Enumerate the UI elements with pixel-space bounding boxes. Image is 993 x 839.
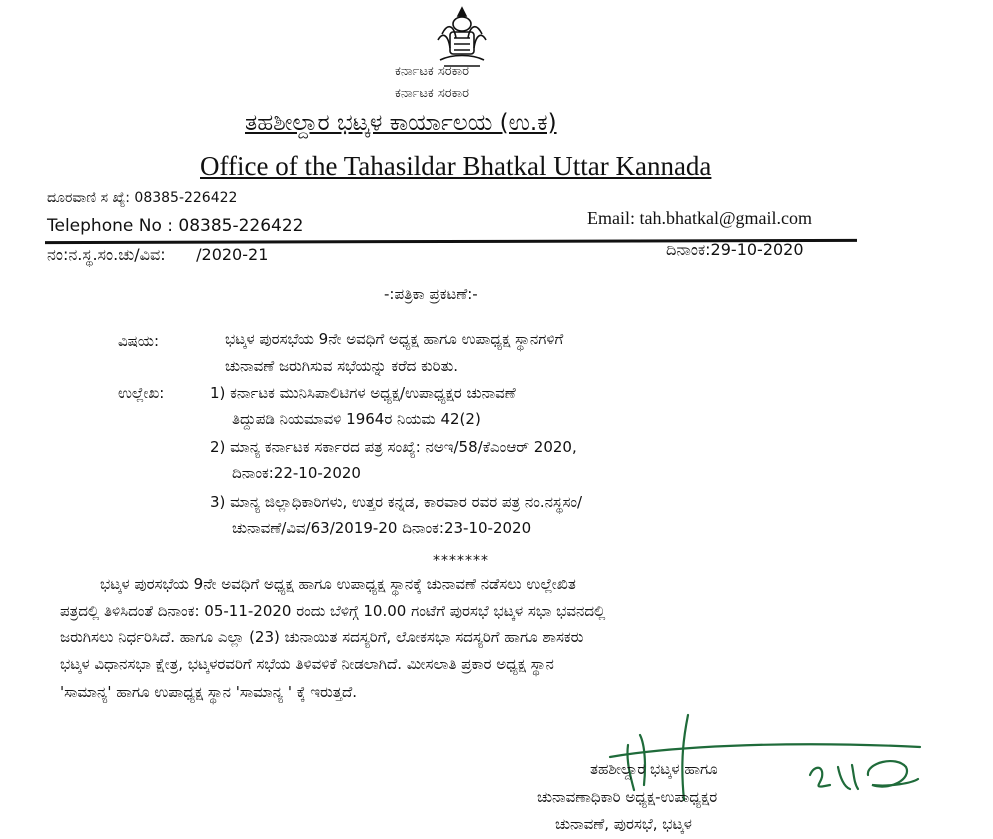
reference-item: ತಿದ್ದುಪಡಿ ನಿಯಮಾವಳಿ 1964ರ ನಿಯಮ 42(2)	[232, 410, 481, 428]
references-label: ಉಲ್ಲೇಖ:	[118, 384, 165, 402]
reference-item: ಚುನಾವಣೆ/ವಿವ/63/2019-20 ದಿನಾಂಕ:23-10-2020	[232, 519, 532, 537]
reference-item: 2) ಮಾನ್ಯ ಕರ್ನಾಟಕ ಸರ್ಕಾರದ ಪತ್ರ ಸಂಖ್ಯೆ: ನಅಇ/58/ಕೆಎಂಆರ್ 2020,	[210, 438, 577, 456]
section-separator: *******	[433, 553, 489, 569]
signatory-line-2: ಚುನಾವಣಾಧಿಕಾರಿ ಅಧ್ಯಕ್ಷ-ಉಪಾಧ್ಯಕ್ಷರ	[537, 788, 718, 806]
office-title-kannada: ತಹಶೀಲ್ದಾರ ಭಟ್ಕಳ ಕಾರ್ಯಾಲಯ (ಉ.ಕ)	[245, 110, 557, 136]
subject-label: ವಿಷಯ:	[118, 332, 159, 350]
phone-kannada: ದೂರವಾಣಿ ಸ ಖ್ಯೆ: 08385-226422	[47, 190, 238, 206]
body-paragraph-line: ಭಟ್ಕಳ ವಿಧಾನಸಭಾ ಕ್ಷೇತ್ರ, ಭಟ್ಕಳರವರಿಗೆ ಸಭೆಯ ತಿಳಿವಳಿಕೆ ನೀಡಲಾಗಿದೆ. ಮೀಸಲಾತಿ ಪ್ರಕಾರ ಅಧ್ಯಕ್ಷ ಸ್ಥಾನ	[60, 655, 554, 673]
subject-line-2: ಚುನಾವಣೆ ಜರುಗಿಸುವ ಸಭೆಯನ್ನು ಕರೆದ ಕುರಿತು.	[225, 357, 459, 375]
reference-number: ನಂ:ನ.ಸ್ಥ.ಸಂ.ಚು/ವಿವ: /2020-21	[47, 245, 269, 264]
subject-line-1: ಭಟ್ಕಳ ಪುರಸಭೆಯ 9ನೇ ಅವಧಿಗೆ ಅಧ್ಯಕ್ಷ ಹಾಗೂ ಉಪಾಧ್ಯಕ್ಷ ಸ್ಥಾನಗಳಿಗೆ	[225, 330, 564, 348]
body-paragraph-line: 'ಸಾಮಾನ್ಯ' ಹಾಗೂ ಉಪಾಧ್ಯಕ್ಷ ಸ್ಥಾನ 'ಸಾಮಾನ್ಯ ' ಕ್ಕೆ ಇರುತ್ತದೆ.	[60, 683, 358, 701]
press-note-title: -:ಪತ್ರಿಕಾ ಪ್ರಕಟಣೆ:-	[384, 285, 478, 303]
body-paragraph-line: ಜರುಗಿಸಲು ನಿರ್ಧರಿಸಿದೆ. ಹಾಗೂ ಎಲ್ಲಾ (23) ಚುನಾಯಿತ ಸದಸ್ಯರಿಗೆ, ಲೋಕಸಭಾ ಸದಸ್ಯರಿಗೆ ಹಾಗೂ ಶಾಸಕರು	[60, 628, 584, 646]
signatory-line-1: ತಹಶೀಲ್ದಾರ ಭಟ್ಕಳ ಹಾಗೂ	[590, 760, 718, 778]
email-address: Email: tah.bhatkal@gmail.com	[587, 208, 813, 228]
reference-item: ದಿನಾಂಕ:22-10-2020	[232, 464, 361, 482]
letter-date: ದಿನಾಂಕ:29-10-2020	[666, 240, 804, 259]
reference-item: 3) ಮಾನ್ಯ ಜಿಲ್ಲಾಧಿಕಾರಿಗಳು, ಉತ್ತರ ಕನ್ನಡ, ಕಾರವಾರ ರವರ ಪತ್ರ ನಂ.ನಸ್ಥಸಂ/	[210, 493, 583, 511]
karnataka-emblem-icon	[428, 4, 496, 68]
reference-item: 1) ಕರ್ನಾಟಕ ಮುನಿಸಿಪಾಲಿಟಿಗಳ ಅಧ್ಯಕ್ಷ/ಉಪಾಧ್ಯಕ್ಷರ ಚುನಾವಣೆ	[210, 384, 516, 402]
government-line-2: ಕರ್ನಾಟಕ ಸರಕಾರ	[395, 86, 469, 101]
body-paragraph-line: ಭಟ್ಕಳ ಪುರಸಭೆಯ 9ನೇ ಅವಧಿಗೆ ಅಧ್ಯಕ್ಷ ಹಾಗೂ ಉಪಾಧ್ಯಕ್ಷ ಸ್ಥಾನಕ್ಕೆ ಚುನಾವಣೆ ನಡೆಸಲು ಉಲ್ಲೇಖಿತ	[100, 575, 576, 593]
body-paragraph-line: ಪತ್ರದಲ್ಲಿ ತಿಳಿಸಿದಂತೆ ದಿನಾಂಕ: 05-11-2020 ರಂದು ಬೆಳಿಗ್ಗೆ 10.00 ಗಂಟೆಗೆ ಪುರಸಭೆ ಭಟ್ಕಳ ಸಭಾ ಭವನದಲ್ಲಿ	[60, 602, 606, 620]
signatory-line-3: ಚುನಾವಣೆ, ಪುರಸಭೆ, ಭಟ್ಕಳ	[555, 815, 692, 833]
government-line-1: ಕರ್ನಾಟಕ ಸರಕಾರ	[395, 64, 469, 79]
office-title-english: Office of the Tahasildar Bhatkal Uttar Kannada	[200, 151, 712, 181]
phone-english: Telephone No : 08385-226422	[47, 216, 304, 236]
